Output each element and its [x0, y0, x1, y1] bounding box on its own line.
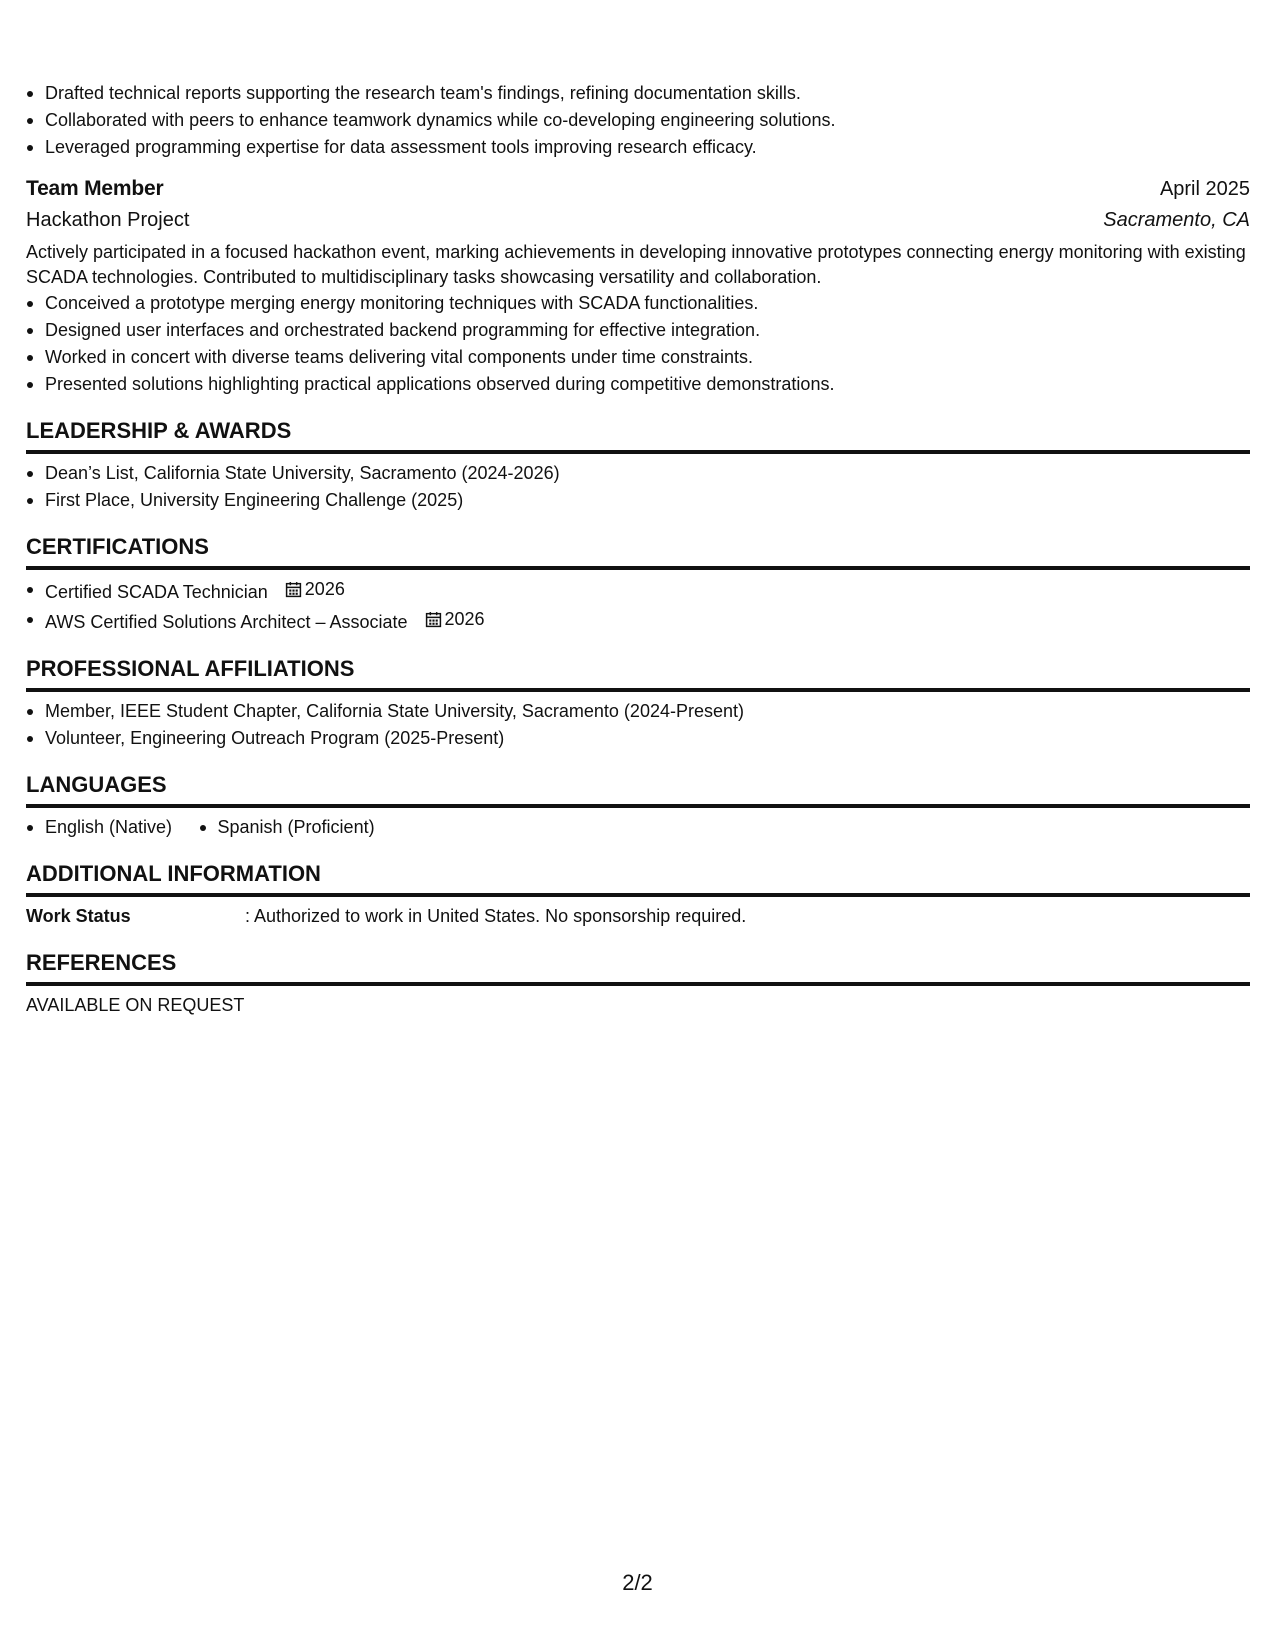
list-item: [26, 606, 1250, 636]
work-status-value: : Authorized to work in United States. No sponsorship required.: [245, 906, 747, 926]
list-item: Volunteer, Engineering Outreach Program (2025-Present): [26, 725, 1250, 752]
entry-bullet-list: [26, 290, 1250, 398]
certification-name: AWS Certified Solutions Architect – Associate: [45, 612, 408, 632]
references-text: AVAILABLE ON REQUEST: [26, 995, 245, 1015]
section-heading: PROFESSIONAL AFFILIATIONS: [26, 654, 1250, 692]
certifications-section: [26, 532, 1250, 636]
calendar-icon: [285, 581, 302, 598]
entry-date: April 2025: [1159, 178, 1250, 200]
list-item: Worked in concert with diverse teams delivering vital components under time constraints.: [26, 344, 1250, 371]
certification-year: 2026: [304, 579, 345, 599]
list-item: First Place, University Engineering Challenge (2025): [26, 487, 1250, 514]
leadership-section: [26, 416, 1250, 514]
list-item: [26, 576, 1250, 606]
list-item: Member, IEEE Student Chapter, California State University, Sacramento (2024-Present): [26, 698, 1250, 725]
list-item: Presented solutions highlighting practical applications observed during competitive demonstrations.: [26, 371, 1250, 398]
section-heading: REFERENCES: [26, 948, 1250, 986]
calendar-icon: [425, 611, 442, 628]
certification-year: 2026: [444, 609, 485, 629]
work-status-label: Work Status: [26, 906, 131, 926]
references-section: [26, 948, 1250, 1019]
certification-date: [425, 606, 485, 633]
entry-organization: Hackathon Project: [26, 209, 190, 231]
list-item: Designed user interfaces and orchestrated backend programming for effective integration.: [26, 317, 1250, 344]
list-item: Drafted technical reports supporting the research team's findings, refining documentation skills.: [26, 80, 1250, 107]
page-number: 2/2: [622, 1570, 653, 1595]
experience-entry: [26, 174, 1250, 398]
list-item: English (Native): [26, 814, 172, 841]
section-heading: CERTIFICATIONS: [26, 532, 1250, 570]
certification-date: [285, 576, 345, 603]
list-item: Conceived a prototype merging energy monitoring techniques with SCADA functionalities.: [26, 290, 1250, 317]
resume-page: [26, 80, 1250, 1019]
list-item: Dean’s List, California State University, Sacramento (2024-2026): [26, 460, 1250, 487]
work-status-row: [26, 903, 1250, 930]
section-heading: LEADERSHIP & AWARDS: [26, 416, 1250, 454]
entry-location: Sacramento, CA: [1103, 209, 1250, 231]
affiliations-section: [26, 654, 1250, 752]
list-item: Leveraged programming expertise for data assessment tools improving research efficacy.: [26, 134, 1250, 161]
section-heading: LANGUAGES: [26, 770, 1250, 808]
additional-information-section: [26, 859, 1250, 930]
list-item: Spanish (Proficient): [199, 814, 375, 841]
entry-description: Actively participated in a focused hackathon event, marking achievements in developing innovative prototypes connecting energy monitoring with existing SCADA technologies. Contributed to multidisciplinary tasks showcasing versatility and collaboration.: [26, 242, 1246, 287]
section-heading: ADDITIONAL INFORMATION: [26, 859, 1250, 897]
certification-name: Certified SCADA Technician: [45, 582, 268, 602]
languages-section: [26, 770, 1250, 841]
experience-bullet-list: [26, 80, 1250, 161]
list-item: Collaborated with peers to enhance teamwork dynamics while co-developing engineering solutions.: [26, 107, 1250, 134]
entry-title: Team Member: [26, 177, 164, 200]
